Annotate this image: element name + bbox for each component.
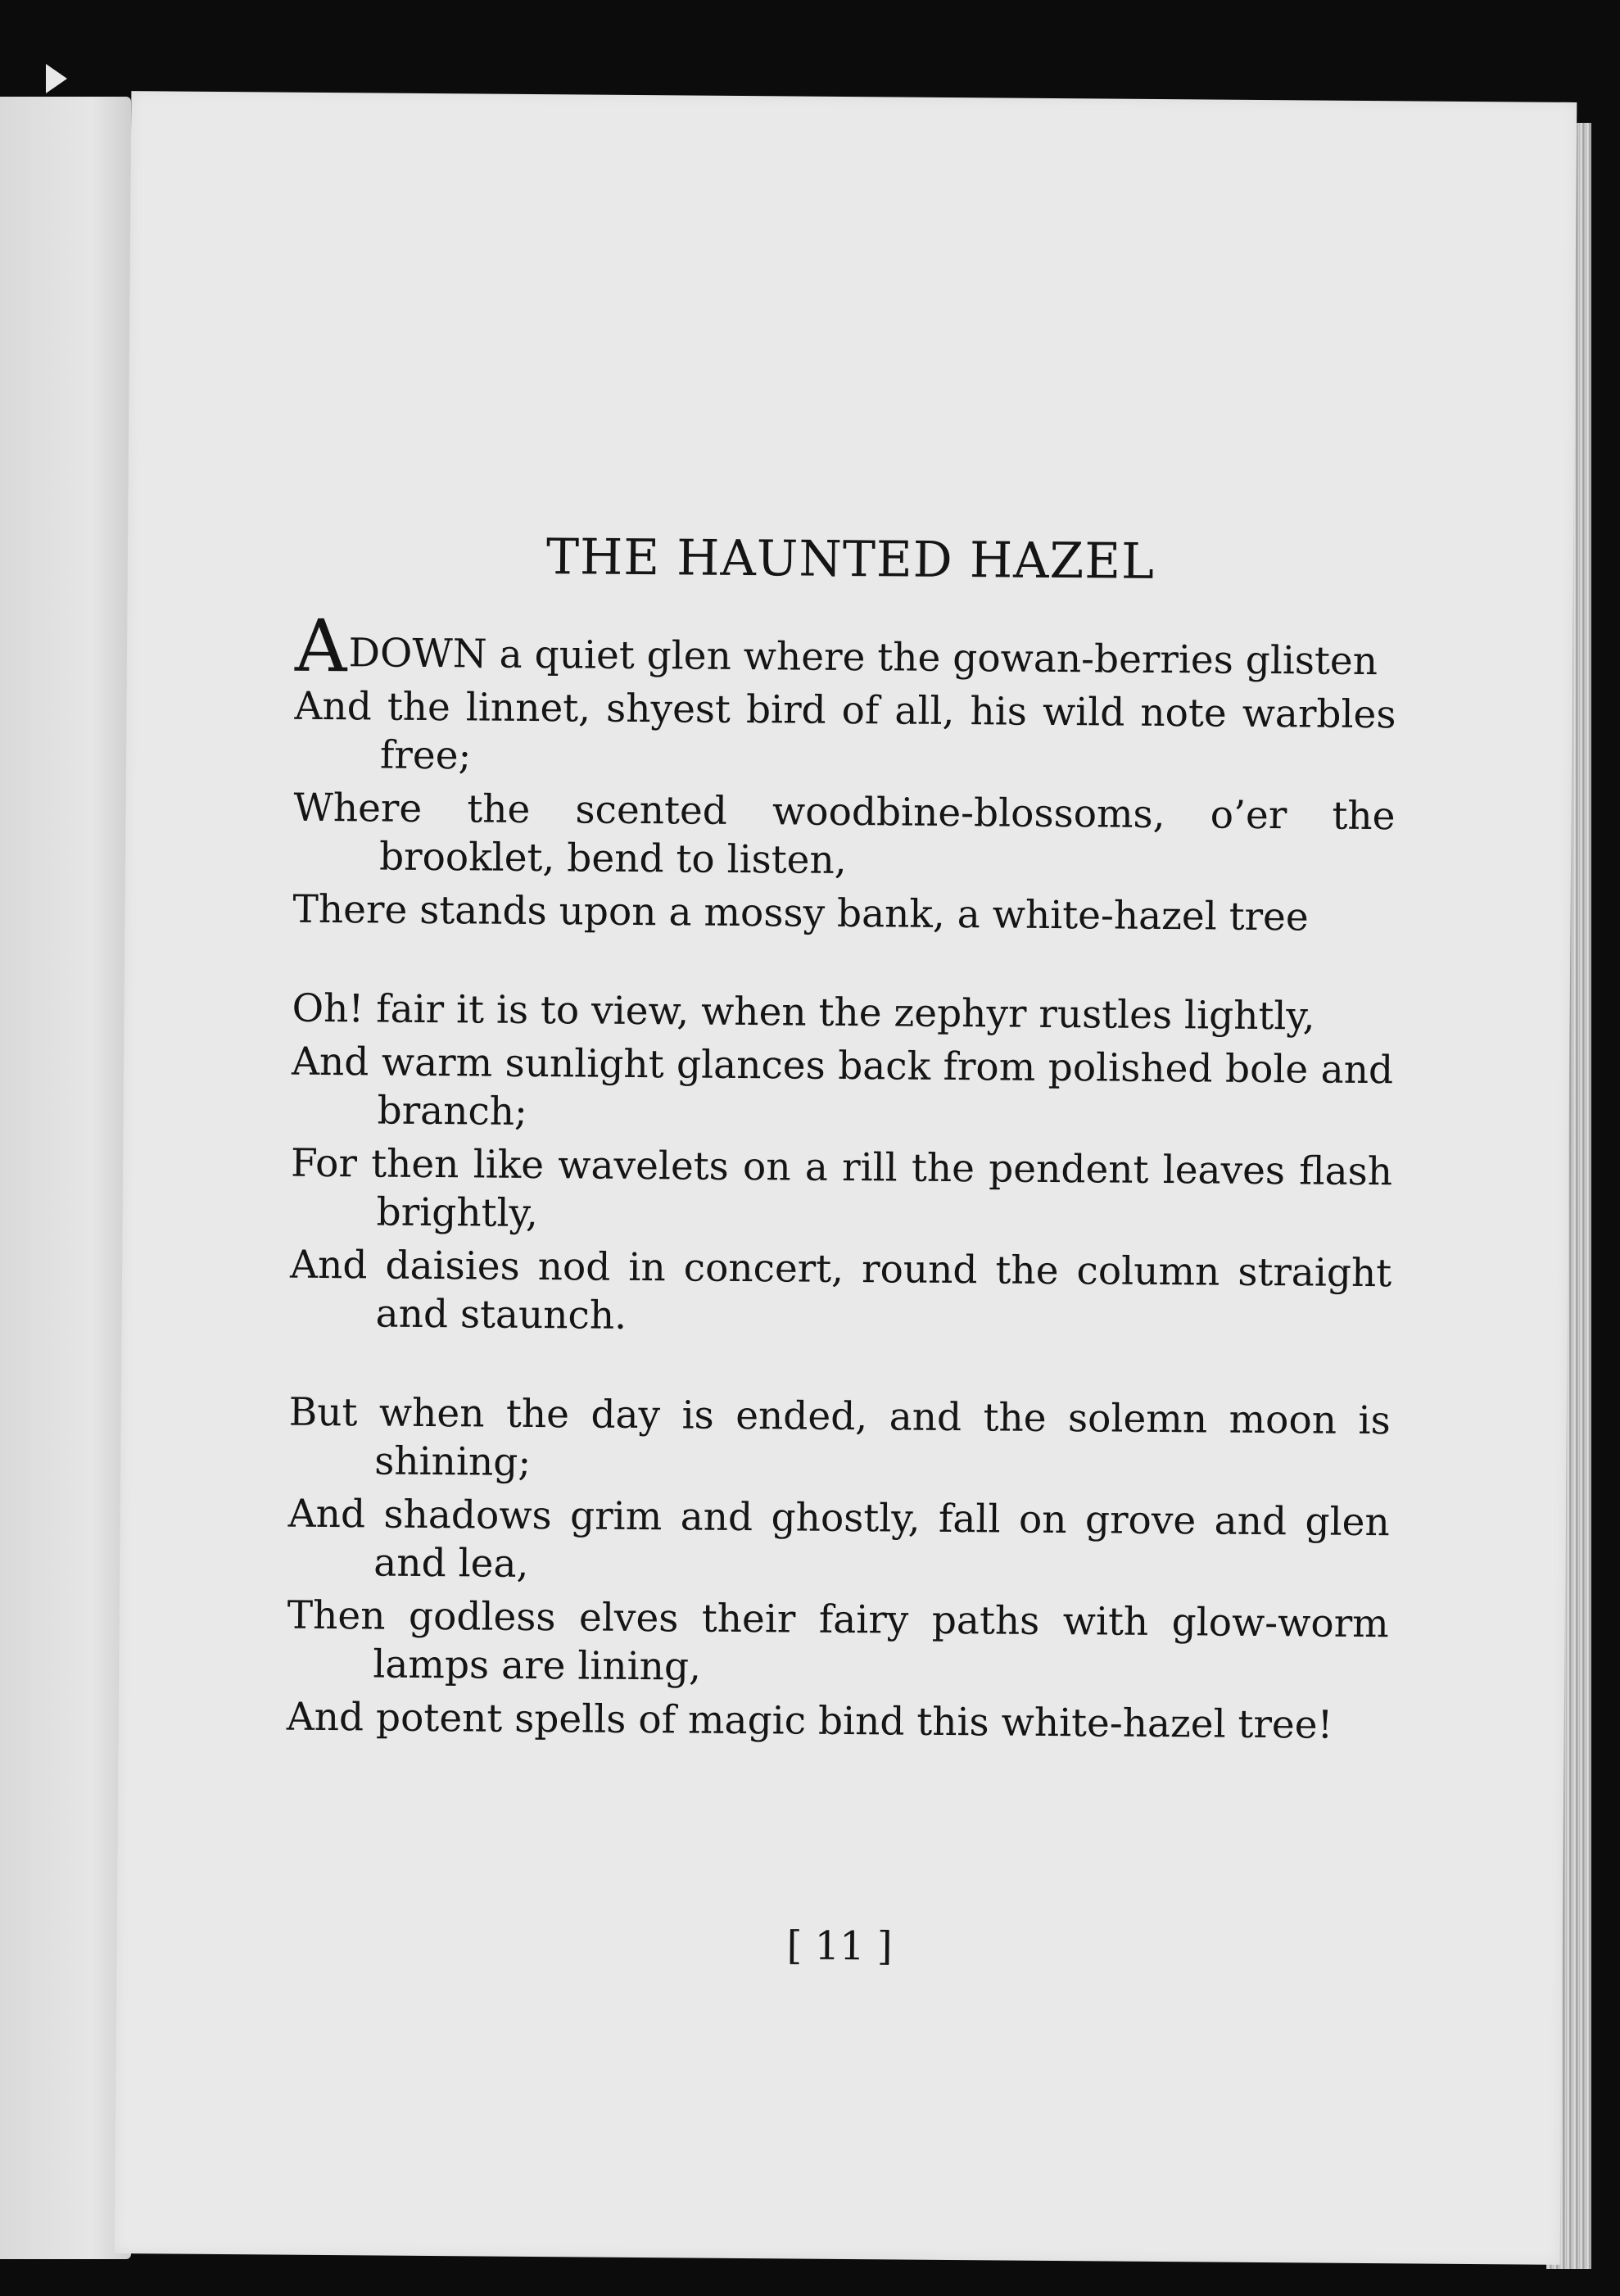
poem-line: There stands upon a mossy bank, a white-hazel tree xyxy=(292,886,1309,940)
facing-page-edge xyxy=(0,97,131,2259)
first-line-text: a quiet glen where the gowan-berries glisten xyxy=(486,632,1378,685)
poem-line: For then like wavelets on a rill the pendent leaves flash brightly, xyxy=(290,1140,1393,1237)
poem-line: And daisies nod in concert, round the column straight and staunch. xyxy=(289,1242,1392,1338)
poem-line: But when the day is ended, and the solemn moon is shining; xyxy=(288,1389,1391,1485)
poem-line: Then godless elves their fairy paths with glow-worm lamps are lining, xyxy=(287,1592,1389,1690)
poem-body xyxy=(286,603,1397,1750)
drop-cap: A xyxy=(294,603,348,689)
poem-line: And warm sunlight glances back from polished bole and branch; xyxy=(291,1039,1394,1134)
stanza-2 xyxy=(289,985,1393,1347)
poem-title: THE HAUNTED HAZEL xyxy=(545,528,1156,591)
opening-word: DOWN xyxy=(348,630,487,677)
poem-line: Oh! fair it is to view, when the zephyr rustles lightly, xyxy=(292,985,1315,1039)
poem-line: Where the scented woodbine-blossoms, o’er the brooklet, bend to listen, xyxy=(293,785,1396,883)
poem-line: And potent spells of magic bind this white-hazel tree! xyxy=(286,1694,1333,1748)
stanza-1 xyxy=(292,603,1396,943)
stanza-3 xyxy=(287,1388,1391,1750)
page-number: [ 11 ] xyxy=(786,1922,893,1970)
corner-mark-icon xyxy=(46,64,67,93)
poem-line xyxy=(294,603,1396,689)
book-page xyxy=(115,91,1577,2265)
poem-line: And shadows grim and ghostly, fall on grove and glen and lea, xyxy=(287,1491,1390,1587)
poem-line: And the linnet, shyest bird of all, his wild note warbles free; xyxy=(294,683,1396,779)
